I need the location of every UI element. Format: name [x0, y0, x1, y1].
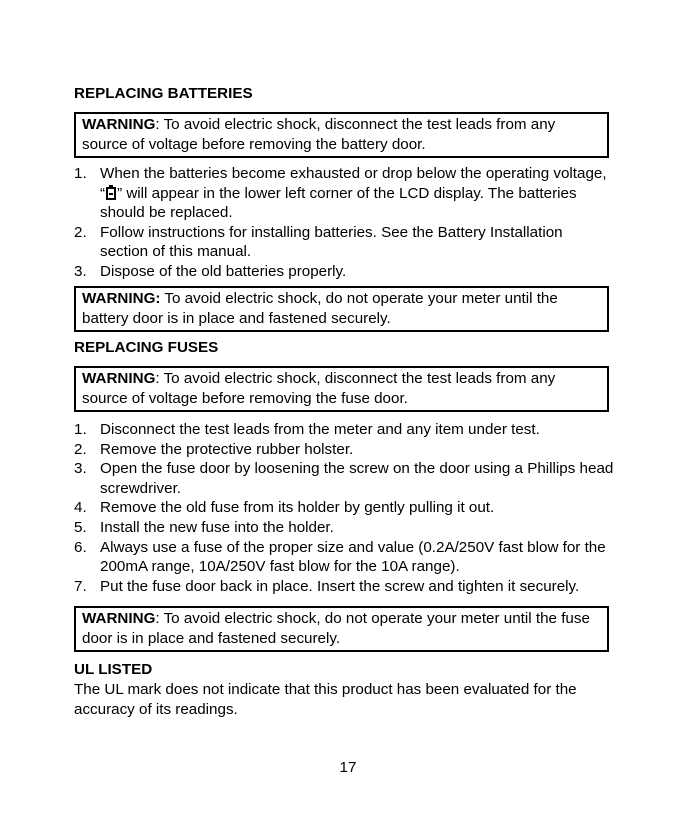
list-item: [74, 164, 614, 223]
list-item: [74, 262, 614, 282]
list-item: [74, 518, 619, 538]
step-text: Always use a fuse of the proper size and value (0.2A/250V fast blow for the 200mA range, 10A/250V fast blow for the 10A range).: [100, 538, 606, 576]
step-text: Install the new fuse into the holder.: [100, 518, 334, 536]
warning-text: : To avoid electric shock, do not operate your meter until the fuse door is in place and fastened securely.: [82, 610, 590, 647]
list-item: [74, 440, 619, 460]
step-text: Put the fuse door back in place. Insert the screw and tighten it securely.: [100, 577, 580, 595]
list-item: [74, 498, 619, 518]
list-item: [74, 538, 619, 577]
step-text: Dispose of the old batteries properly.: [100, 262, 347, 280]
warning-label: WARNING:: [82, 290, 161, 307]
fuse-warning-box: [74, 366, 609, 412]
warning-text: To avoid electric shock, do not operate your meter until the battery door is in place and fastened securely.: [82, 290, 558, 327]
warning-label: WARNING: [82, 610, 156, 627]
warning-label: WARNING: [82, 370, 156, 387]
ul-listed-heading: UL LISTED: [74, 661, 153, 678]
step-number: 2.: [74, 223, 87, 241]
step-text-after: ” will appear in the lower left corner of the LCD display. The batteries should be replaced.: [100, 184, 577, 222]
list-item: [74, 459, 619, 498]
step-text: Remove the old fuse from its holder by gently pulling it out.: [100, 499, 495, 517]
list-item: [74, 223, 614, 262]
page-number: 17: [339, 759, 357, 776]
step-number: 4.: [74, 499, 87, 517]
step-number: 2.: [74, 440, 87, 458]
step-text: Open the fuse door by loosening the screw on the door using a Phillips head screwdriver.: [100, 460, 614, 497]
replacing-fuses-heading: REPLACING FUSES: [74, 339, 219, 356]
step-text: Follow instructions for installing batteries. See the Battery Installation section of this manual.: [100, 223, 563, 261]
step-number: 3.: [74, 262, 87, 280]
battery-warning-box: [74, 112, 609, 158]
step-text: Disconnect the test leads from the meter and any item under test.: [100, 421, 540, 438]
battery-steps-list: [74, 164, 614, 282]
list-item: [74, 577, 619, 597]
fuse-door-warning-box: [74, 606, 609, 652]
battery-icon: [106, 187, 116, 200]
step-number: 6.: [74, 538, 87, 556]
step-text: Remove the protective rubber holster.: [100, 440, 354, 458]
warning-text: : To avoid electric shock, disconnect the test leads from any source of voltage before removing the fuse door.: [82, 370, 556, 407]
ul-listed-text: The UL mark does not indicate that this product has been evaluated for the accuracy of its readings.: [74, 681, 577, 718]
step-number: 1.: [74, 165, 87, 182]
replacing-batteries-heading: REPLACING BATTERIES: [74, 85, 253, 102]
warning-label: WARNING: [82, 116, 156, 133]
list-item: [74, 420, 619, 440]
step-number: 7.: [74, 577, 87, 595]
step-number: 1.: [74, 421, 87, 438]
battery-door-warning-box: [74, 286, 609, 332]
step-number: 5.: [74, 518, 87, 536]
warning-text: : To avoid electric shock, disconnect the test leads from any source of voltage before removing the battery door.: [82, 116, 556, 153]
fuse-steps-list: [74, 420, 619, 596]
step-number: 3.: [74, 460, 87, 478]
step-text-before: When the batteries become exhausted or drop below the operating voltage, “: [100, 165, 607, 202]
